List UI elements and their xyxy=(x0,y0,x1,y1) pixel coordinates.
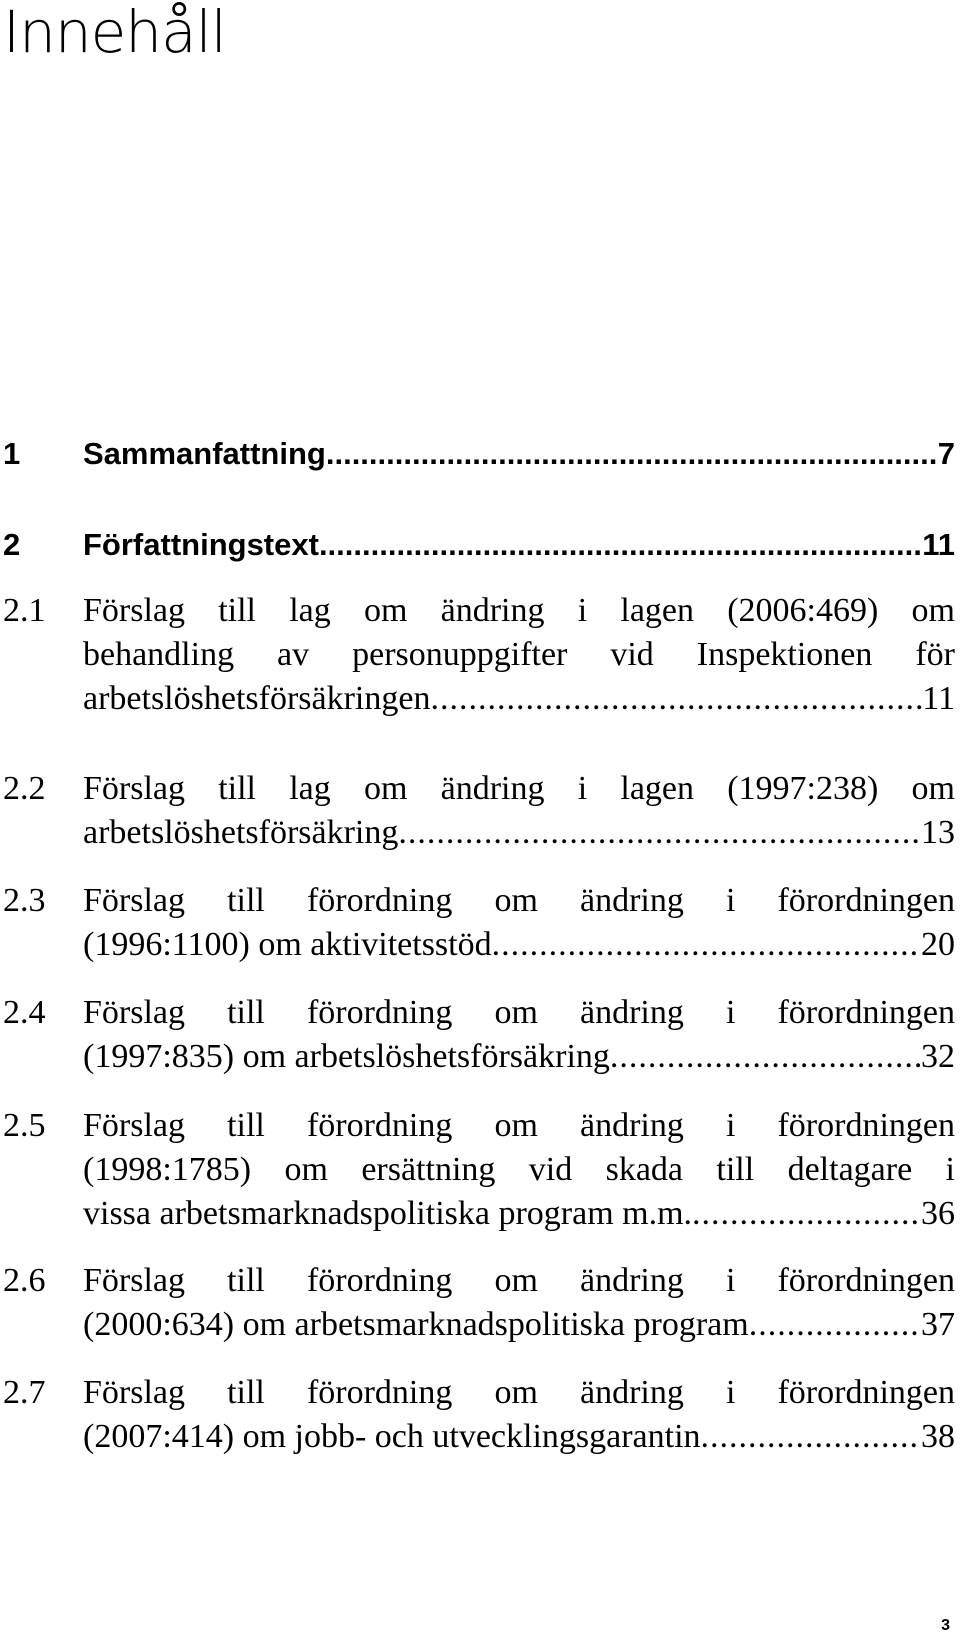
page-number: 36 xyxy=(921,1195,955,1232)
section-number: 2.5 xyxy=(3,1107,46,1144)
section-title-line: Förslag till förordning om ändring i förordningen xyxy=(83,1262,955,1299)
section-title: Författningstext xyxy=(83,527,319,562)
page-number: 38 xyxy=(921,1418,955,1455)
section-title: arbetslöshetsförsäkring xyxy=(83,814,399,851)
section-title-line: Förslag till förordning om ändring i förordningen xyxy=(83,1374,955,1411)
page-number: 7 xyxy=(937,436,955,471)
section-number: 2.2 xyxy=(3,770,46,807)
section-title: arbetslöshetsförsäkringen xyxy=(83,680,431,717)
page-number: 11 xyxy=(922,680,955,717)
dot-leader xyxy=(319,523,922,567)
section-number: 2.6 xyxy=(3,1262,46,1299)
dot-leader xyxy=(692,1192,921,1236)
dot-leader xyxy=(610,1035,921,1079)
section-title: vissa arbetsmarknadspolitiska program m.m. xyxy=(83,1195,693,1232)
section-title: (1996:1100) om aktivitetsstöd xyxy=(83,926,492,963)
dot-leader xyxy=(749,1303,921,1347)
dot-leader xyxy=(326,432,938,476)
section-title-line: Förslag till förordning om ändring i förordningen xyxy=(83,882,955,919)
section-title-line: behandling av personuppgifter vid Inspektionen för xyxy=(83,636,955,673)
section-title: (2000:634) om arbetsmarknadspolitiska program xyxy=(83,1306,749,1343)
dot-leader xyxy=(701,1415,921,1459)
section-title-line: Förslag till lag om ändring i lagen (1997:238) om xyxy=(83,770,955,807)
section-number: 2.3 xyxy=(3,882,46,919)
section-number: 2.7 xyxy=(3,1374,46,1411)
section-title: (2007:414) om jobb- och utvecklingsgarantin xyxy=(83,1418,701,1455)
section-title-line: (1998:1785) om ersättning vid skada till deltagare i xyxy=(83,1151,955,1188)
section-title-line: Förslag till lag om ändring i lagen (2006:469) om xyxy=(83,592,955,629)
dot-leader xyxy=(492,923,921,967)
page-number: 20 xyxy=(921,926,955,963)
section-number: 2 xyxy=(3,527,21,562)
section-title: Sammanfattning xyxy=(83,436,326,471)
section-number: 2.4 xyxy=(3,994,46,1031)
page-number: 11 xyxy=(922,527,955,562)
section-title: (1997:835) om arbetslöshetsförsäkring xyxy=(83,1038,610,1075)
section-number: 1 xyxy=(3,436,21,471)
dot-leader xyxy=(398,811,921,855)
page-number: 13 xyxy=(921,814,955,851)
footer-page-number: 3 xyxy=(941,1617,950,1634)
page-number: 37 xyxy=(921,1306,955,1343)
section-title-line: Förslag till förordning om ändring i förordningen xyxy=(83,994,955,1031)
page-title: Innehåll xyxy=(3,0,226,66)
page-number: 32 xyxy=(921,1038,955,1075)
dot-leader xyxy=(430,677,922,721)
section-title-line: Förslag till förordning om ändring i förordningen xyxy=(83,1107,955,1144)
section-number: 2.1 xyxy=(3,592,46,629)
